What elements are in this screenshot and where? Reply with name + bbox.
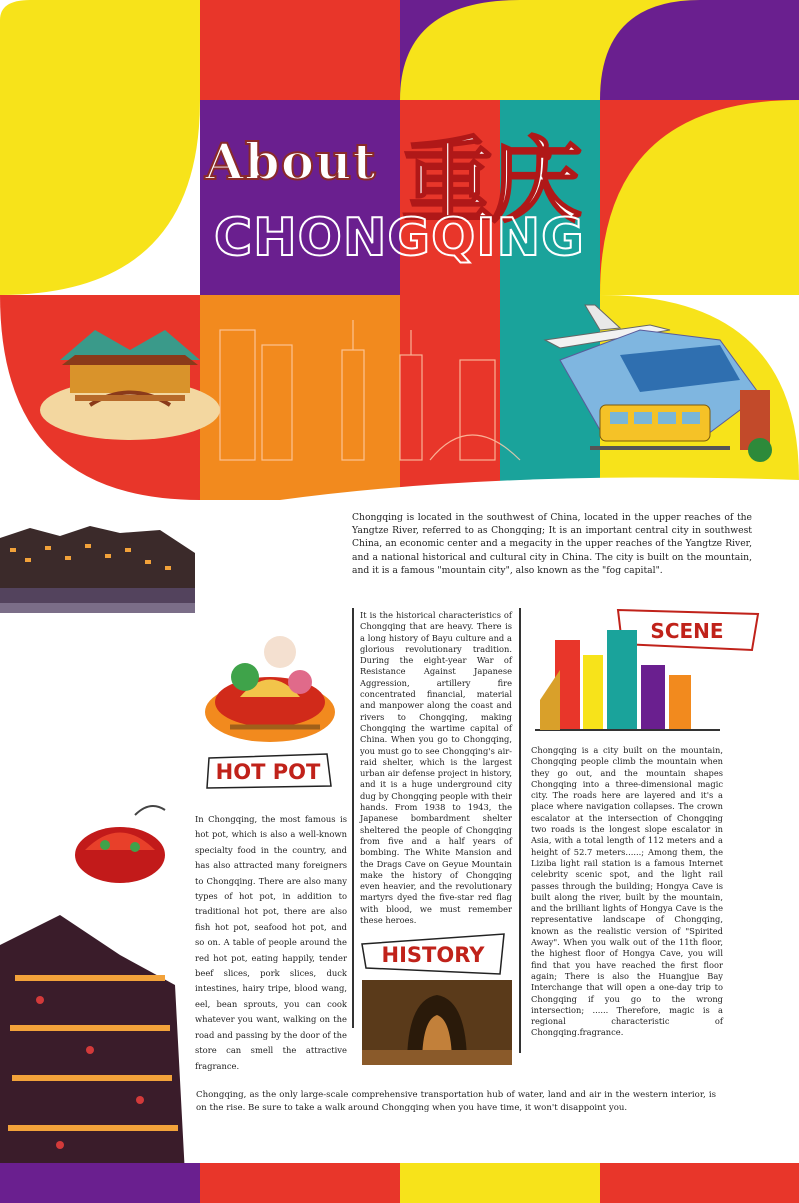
closing-text: Chongqing, as the only large-scale comprehensive transportation hub of water, land and air in the western interior, is on the rise. Be sure to take a walk around Chongqing when you have time, it won't disappoint you. bbox=[196, 1090, 716, 1113]
air-raid-shelter-image bbox=[362, 980, 512, 1065]
hotpot-text: In Chongqing, the most famous is hot pot, which is also a well-known specialty food in the country, and has also attracted many foreigners to Chongqing. There are also many types of hot pot, in addition to traditional hot pot, there are also fish hot pot, seafood hot pot, and so on. A table of people around the red hot pot, eating happily, tender beef slices, pork slices, duck intestines, hairy tripe, blood wang, eel, bean sprouts, you can cook whatever you want, walking on the road and passing by the door of the store can smell the attractive fragrance. bbox=[195, 814, 347, 1071]
divider-right bbox=[519, 608, 521, 1053]
title-about: About bbox=[205, 132, 377, 191]
history-label-text: HISTORY bbox=[381, 943, 485, 967]
scene-illustration bbox=[535, 610, 720, 740]
scene-label-text: SCENE bbox=[650, 619, 724, 643]
hongya-cave-image bbox=[0, 915, 185, 1175]
header-collage bbox=[0, 0, 799, 500]
hotpot-label-text: HOT POT bbox=[215, 760, 321, 784]
history-label bbox=[358, 930, 508, 978]
scene-text: Chongqing is a city built on the mountain, Chongqing people climb the mountain when they go out, and the mountain shapes Chongqing into a three-dimensional magic city. The roads here are layered and it's a place where navigation collapses. The crown escalator at the intersection of Chongqing two roads is the longest slope escalator in Asia, with a total length of 112 meters and a height of 52.7 meters......; Among them, the Liziba light rail station is a famous Internet celebrity scenic spot, and the light rail passes through the building; Hongya Cave is built along the river, built by the mountain, and the brilliant lights of Hongya Cave is the representative landscape of Chongqing, known as the realistic version of "Spirited Away". When you walk out of the 11th floor, the highest floor of Hongya Cave, you will find that you have reached the first floor again; There is also the Huangjue Bay Interchange that will open a one-day trip to Chongqing if you go to the wrong intersection; ...... Therefore, magic is a regional characteristic of Chongqing.fragrance. bbox=[531, 745, 723, 1038]
history-text: It is the historical characteristics of Chongqing that are heavy. There is a long history of Bayu culture and a glorious revolutionary tradition. During the eight-year War of Resistance Against Japanese Aggression, artillery fire concentrated financial, material and manpower along the coast and rivers to Chongqing, making Chongqing the wartime capital of China. When you go to Chongqing, you must go to see Chongqing's air-raid shelter, which is the largest urban air defense project in history, and it is a huge underground city dug by Chongqing people with their hands. From 1938 to 1943, the Japanese bombardment shelter sheltered the people of Chongqing from five and a half years of bombing. The White Mansion and the Drags Cave on Geyue Mountain make the history of Chongqing even heavier, and the revolutionary martyrs dyed the five-star red flag with blood, we must remember these heroes. bbox=[360, 610, 512, 926]
title-chinese: 重庆 bbox=[402, 127, 579, 235]
divider-left bbox=[352, 608, 354, 1028]
night-city-image bbox=[0, 518, 200, 618]
footer-band bbox=[0, 1163, 799, 1203]
intro-text: Chongqing is located in the southwest of China, located in the upper reaches of the Yangtze River, referred to as Chongqing; It is an important central city in southwest China, an economic center and a megacity in the upper reaches of the Yangtze River, and a national historical and cultural city in China. The city is built on the mountain, and it is a famous "mountain city", also known as the "fog capital". bbox=[352, 512, 752, 576]
chili-illustration bbox=[65, 795, 180, 895]
hotpot-illustration bbox=[190, 612, 340, 752]
title-english: CHONGQING bbox=[214, 208, 585, 268]
hotpot-label bbox=[203, 750, 333, 792]
